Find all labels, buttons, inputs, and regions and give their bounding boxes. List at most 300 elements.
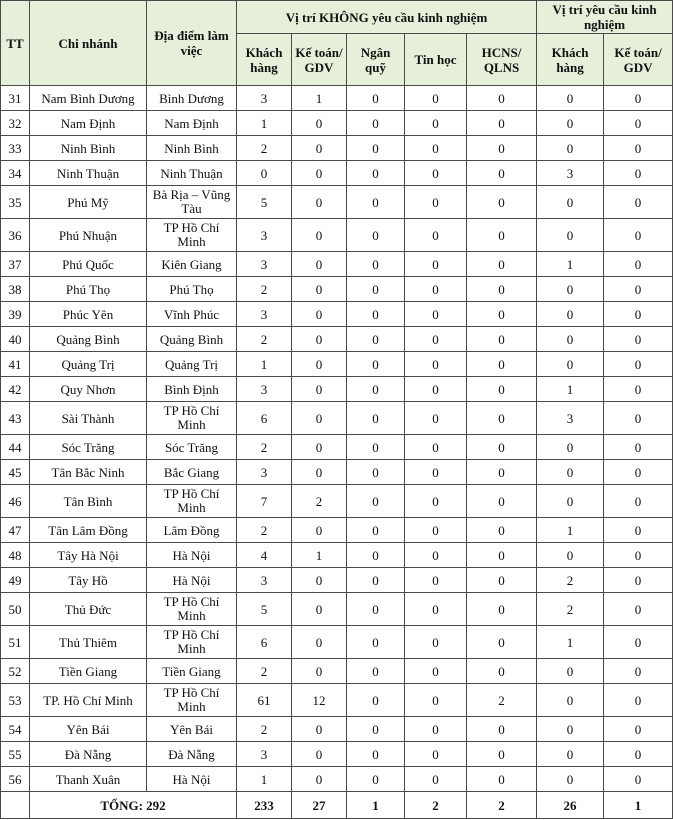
position-count: 7: [237, 485, 292, 518]
row-number: 34: [1, 161, 30, 186]
row-number: 47: [1, 518, 30, 543]
position-count: 3: [537, 161, 604, 186]
position-count: 6: [237, 626, 292, 659]
position-count: 0: [537, 684, 604, 717]
position-count: 0: [467, 626, 537, 659]
position-count: 1: [537, 377, 604, 402]
branch-name: Ninh Thuận: [30, 161, 147, 186]
header-group-experience: Vị trí yêu cầu kinh nghiệm: [537, 1, 673, 34]
position-count: 0: [537, 717, 604, 742]
total-value: 2: [405, 792, 467, 819]
position-count: 0: [405, 219, 467, 252]
work-location: TP Hồ Chí Minh: [147, 402, 237, 435]
position-count: 0: [292, 277, 347, 302]
branch-name: Thủ Đức: [30, 593, 147, 626]
position-count: 0: [467, 86, 537, 111]
position-count: 0: [405, 161, 467, 186]
position-count: 0: [537, 767, 604, 792]
position-count: 0: [292, 219, 347, 252]
row-number: 43: [1, 402, 30, 435]
row-number: 44: [1, 435, 30, 460]
row-number: 41: [1, 352, 30, 377]
position-count: 2: [537, 568, 604, 593]
header-exp-customer: Khách hàng: [537, 34, 604, 86]
position-count: 1: [292, 86, 347, 111]
position-count: 1: [537, 252, 604, 277]
position-count: 0: [347, 352, 405, 377]
position-count: 0: [405, 111, 467, 136]
branch-name: Nam Định: [30, 111, 147, 136]
position-count: 0: [347, 402, 405, 435]
position-count: 0: [604, 568, 673, 593]
position-count: 5: [237, 186, 292, 219]
position-count: 0: [405, 659, 467, 684]
position-count: 0: [604, 684, 673, 717]
work-location: Bình Định: [147, 377, 237, 402]
position-count: 0: [537, 302, 604, 327]
position-count: 0: [467, 435, 537, 460]
total-value: 233: [237, 792, 292, 819]
position-count: 1: [537, 626, 604, 659]
position-count: 6: [237, 402, 292, 435]
position-count: 0: [604, 717, 673, 742]
position-count: 0: [347, 568, 405, 593]
position-count: 2: [237, 136, 292, 161]
header-no-exp-treasury: Ngân quỹ: [347, 34, 405, 86]
position-count: 0: [604, 111, 673, 136]
table-row: [1, 684, 673, 717]
position-count: 0: [537, 543, 604, 568]
row-number: 53: [1, 684, 30, 717]
position-count: 0: [467, 543, 537, 568]
position-count: 0: [405, 302, 467, 327]
position-count: 0: [405, 186, 467, 219]
branch-name: Thủ Thiêm: [30, 626, 147, 659]
position-count: 0: [537, 485, 604, 518]
position-count: 0: [467, 111, 537, 136]
position-count: 0: [347, 485, 405, 518]
position-count: 0: [405, 568, 467, 593]
table-row: [1, 219, 673, 252]
row-number: 40: [1, 327, 30, 352]
work-location: Lâm Đồng: [147, 518, 237, 543]
table-row: [1, 717, 673, 742]
branch-name: Đà Nẵng: [30, 742, 147, 767]
row-number: 39: [1, 302, 30, 327]
work-location: Bà Rịa – Vũng Tàu: [147, 186, 237, 219]
work-location: Hà Nội: [147, 543, 237, 568]
table-row: [1, 485, 673, 518]
position-count: 0: [292, 352, 347, 377]
position-count: 0: [347, 659, 405, 684]
position-count: 0: [405, 352, 467, 377]
work-location: Hà Nội: [147, 568, 237, 593]
branch-name: Phú Thọ: [30, 277, 147, 302]
branch-name: Quảng Bình: [30, 327, 147, 352]
row-number: 37: [1, 252, 30, 277]
table-row: [1, 352, 673, 377]
position-count: 1: [237, 111, 292, 136]
position-count: 0: [292, 252, 347, 277]
table-row: [1, 302, 673, 327]
work-location: Hà Nội: [147, 767, 237, 792]
row-number: 35: [1, 186, 30, 219]
position-count: 3: [237, 86, 292, 111]
position-count: 0: [604, 352, 673, 377]
table-row: [1, 593, 673, 626]
position-count: 0: [347, 518, 405, 543]
header-no-exp-customer: Khách hàng: [237, 34, 292, 86]
work-location: Sóc Trăng: [147, 435, 237, 460]
position-count: 0: [604, 161, 673, 186]
position-count: 2: [237, 717, 292, 742]
work-location: Ninh Bình: [147, 136, 237, 161]
position-count: 0: [604, 302, 673, 327]
branch-name: Tân Bình: [30, 485, 147, 518]
position-count: 0: [347, 161, 405, 186]
branch-name: TP. Hồ Chí Minh: [30, 684, 147, 717]
position-count: 0: [347, 377, 405, 402]
work-location: TP Hồ Chí Minh: [147, 684, 237, 717]
position-count: 1: [292, 543, 347, 568]
position-count: 1: [237, 767, 292, 792]
position-count: 0: [347, 277, 405, 302]
position-count: 0: [604, 767, 673, 792]
position-count: 0: [537, 136, 604, 161]
position-count: 0: [347, 543, 405, 568]
position-count: 3: [237, 742, 292, 767]
branch-name: Ninh Bình: [30, 136, 147, 161]
table-row: [1, 186, 673, 219]
position-count: 0: [604, 460, 673, 485]
branch-name: Tây Hồ: [30, 568, 147, 593]
total-value: 26: [537, 792, 604, 819]
position-count: 0: [292, 186, 347, 219]
position-count: 0: [292, 593, 347, 626]
position-count: 0: [292, 111, 347, 136]
position-count: 0: [604, 136, 673, 161]
position-count: 2: [237, 518, 292, 543]
row-number: 55: [1, 742, 30, 767]
position-count: 0: [347, 219, 405, 252]
position-count: 12: [292, 684, 347, 717]
position-count: 0: [604, 485, 673, 518]
position-count: 0: [467, 593, 537, 626]
position-count: 0: [467, 302, 537, 327]
position-count: 0: [292, 136, 347, 161]
branch-name: Quảng Trị: [30, 352, 147, 377]
row-number: 52: [1, 659, 30, 684]
position-count: 3: [237, 219, 292, 252]
branch-name: Phú Nhuận: [30, 219, 147, 252]
table-row: [1, 518, 673, 543]
position-count: 0: [604, 219, 673, 252]
position-count: 0: [604, 86, 673, 111]
position-count: 2: [467, 684, 537, 717]
position-count: 1: [237, 352, 292, 377]
work-location: TP Hồ Chí Minh: [147, 593, 237, 626]
position-count: 0: [405, 377, 467, 402]
position-count: 3: [237, 252, 292, 277]
work-location: Đà Nẵng: [147, 742, 237, 767]
position-count: 0: [405, 543, 467, 568]
branch-name: Quy Nhơn: [30, 377, 147, 402]
header-location: Địa điểm làm việc: [147, 1, 237, 86]
table-row: [1, 402, 673, 435]
work-location: Quảng Trị: [147, 352, 237, 377]
branch-name: Phúc Yên: [30, 302, 147, 327]
work-location: Ninh Thuận: [147, 161, 237, 186]
position-count: 0: [467, 252, 537, 277]
row-number: 56: [1, 767, 30, 792]
branch-name: Nam Bình Dương: [30, 86, 147, 111]
position-count: 0: [405, 684, 467, 717]
position-count: 0: [347, 252, 405, 277]
position-count: 5: [237, 593, 292, 626]
position-count: 0: [467, 460, 537, 485]
position-count: 0: [405, 717, 467, 742]
total-label: TỔNG: 292: [30, 792, 237, 819]
position-count: 0: [292, 767, 347, 792]
position-count: 0: [604, 327, 673, 352]
position-count: 0: [237, 161, 292, 186]
branch-name: Phú Mỹ: [30, 186, 147, 219]
header-no-exp-hr: HCNS/ QLNS: [467, 34, 537, 86]
position-count: 0: [537, 277, 604, 302]
position-count: 0: [405, 485, 467, 518]
table-row: [1, 327, 673, 352]
branch-name: Tây Hà Nội: [30, 543, 147, 568]
position-count: 0: [604, 252, 673, 277]
table-row: [1, 460, 673, 485]
work-location: Yên Bái: [147, 717, 237, 742]
position-count: 0: [347, 136, 405, 161]
position-count: 0: [467, 402, 537, 435]
table-row: [1, 136, 673, 161]
position-count: 2: [237, 659, 292, 684]
row-number: 50: [1, 593, 30, 626]
position-count: 0: [292, 435, 347, 460]
position-count: 0: [604, 377, 673, 402]
position-count: 0: [467, 518, 537, 543]
work-location: Bắc Giang: [147, 460, 237, 485]
position-count: 4: [237, 543, 292, 568]
branch-name: Yên Bái: [30, 717, 147, 742]
position-count: 0: [467, 136, 537, 161]
position-count: 0: [347, 626, 405, 659]
table-row: [1, 435, 673, 460]
position-count: 3: [237, 460, 292, 485]
position-count: 0: [292, 626, 347, 659]
row-number: 32: [1, 111, 30, 136]
position-count: 0: [537, 86, 604, 111]
position-count: 3: [237, 377, 292, 402]
table-row: [1, 742, 673, 767]
position-count: 0: [347, 460, 405, 485]
header-no-exp-it: Tin học: [405, 34, 467, 86]
position-count: 0: [292, 659, 347, 684]
position-count: 0: [405, 626, 467, 659]
position-count: 0: [537, 659, 604, 684]
position-count: 0: [405, 435, 467, 460]
header-no-exp-accounting: Kế toán/ GDV: [292, 34, 347, 86]
branch-name: Sài Thành: [30, 402, 147, 435]
position-count: 0: [537, 460, 604, 485]
table-row: [1, 277, 673, 302]
work-location: Kiên Giang: [147, 252, 237, 277]
position-count: 0: [537, 186, 604, 219]
position-count: 2: [237, 435, 292, 460]
position-count: 0: [604, 742, 673, 767]
position-count: 0: [537, 111, 604, 136]
position-count: 0: [405, 136, 467, 161]
position-count: 0: [467, 568, 537, 593]
row-number: 48: [1, 543, 30, 568]
position-count: 0: [292, 161, 347, 186]
header-exp-accounting: Kế toán/ GDV: [604, 34, 673, 86]
branch-name: Sóc Trăng: [30, 435, 147, 460]
position-count: 0: [347, 684, 405, 717]
position-count: 0: [604, 626, 673, 659]
work-location: Bình Dương: [147, 86, 237, 111]
position-count: 0: [604, 518, 673, 543]
position-count: 0: [537, 435, 604, 460]
position-count: 0: [347, 767, 405, 792]
position-count: 0: [467, 742, 537, 767]
position-count: 0: [537, 327, 604, 352]
position-count: 0: [467, 767, 537, 792]
work-location: Vĩnh Phúc: [147, 302, 237, 327]
position-count: 0: [405, 518, 467, 543]
branch-name: Tân Bắc Ninh: [30, 460, 147, 485]
position-count: 0: [347, 86, 405, 111]
position-count: 0: [467, 277, 537, 302]
header-branch: Chi nhánh: [30, 1, 147, 86]
position-count: 2: [237, 277, 292, 302]
position-count: 0: [347, 742, 405, 767]
header-tt: TT: [1, 1, 30, 86]
total-value: 27: [292, 792, 347, 819]
work-location: Phú Thọ: [147, 277, 237, 302]
row-number: 54: [1, 717, 30, 742]
position-count: 0: [292, 377, 347, 402]
total-row: [1, 792, 673, 819]
position-count: 0: [405, 767, 467, 792]
position-count: 0: [292, 460, 347, 485]
branch-name: Tiền Giang: [30, 659, 147, 684]
table-row: [1, 377, 673, 402]
position-count: 0: [405, 593, 467, 626]
position-count: 0: [467, 327, 537, 352]
position-count: 0: [537, 352, 604, 377]
position-count: 0: [292, 518, 347, 543]
work-location: TP Hồ Chí Minh: [147, 626, 237, 659]
work-location: Nam Định: [147, 111, 237, 136]
position-count: 0: [347, 186, 405, 219]
position-count: 0: [405, 277, 467, 302]
position-count: 0: [405, 742, 467, 767]
row-number: 36: [1, 219, 30, 252]
position-count: 0: [405, 460, 467, 485]
table-row: [1, 252, 673, 277]
position-count: 0: [347, 327, 405, 352]
position-count: 3: [237, 302, 292, 327]
position-count: 0: [347, 435, 405, 460]
work-location: Tiền Giang: [147, 659, 237, 684]
position-count: 0: [604, 593, 673, 626]
position-count: 0: [292, 302, 347, 327]
position-count: 0: [467, 377, 537, 402]
total-value: 1: [347, 792, 405, 819]
position-count: 0: [405, 252, 467, 277]
work-location: TP Hồ Chí Minh: [147, 485, 237, 518]
branch-name: Phú Quốc: [30, 252, 147, 277]
position-count: 0: [604, 277, 673, 302]
row-number: 49: [1, 568, 30, 593]
total-value: 2: [467, 792, 537, 819]
position-count: 61: [237, 684, 292, 717]
position-count: 0: [604, 402, 673, 435]
header-group-no-experience: Vị trí KHÔNG yêu cầu kinh nghiệm: [237, 1, 537, 34]
total-tt-cell: [1, 792, 30, 819]
position-count: 2: [237, 327, 292, 352]
position-count: 0: [467, 485, 537, 518]
total-value: 1: [604, 792, 673, 819]
position-count: 1: [537, 518, 604, 543]
position-count: 2: [537, 593, 604, 626]
row-number: 51: [1, 626, 30, 659]
row-number: 33: [1, 136, 30, 161]
position-count: 3: [537, 402, 604, 435]
position-count: 0: [537, 742, 604, 767]
branch-name: Thanh Xuân: [30, 767, 147, 792]
row-number: 46: [1, 485, 30, 518]
table-row: [1, 161, 673, 186]
position-count: 0: [347, 717, 405, 742]
position-count: 0: [347, 302, 405, 327]
table-row: [1, 568, 673, 593]
position-count: 0: [292, 402, 347, 435]
table-row: [1, 86, 673, 111]
table-row: [1, 543, 673, 568]
position-count: 0: [604, 435, 673, 460]
position-count: 0: [467, 352, 537, 377]
work-location: Quảng Bình: [147, 327, 237, 352]
position-count: 2: [292, 485, 347, 518]
table-row: [1, 626, 673, 659]
position-count: 0: [467, 161, 537, 186]
position-count: 0: [537, 219, 604, 252]
work-location: TP Hồ Chí Minh: [147, 219, 237, 252]
table-row: [1, 111, 673, 136]
table-row: [1, 767, 673, 792]
position-count: 0: [467, 717, 537, 742]
position-count: 0: [405, 327, 467, 352]
position-count: 0: [292, 568, 347, 593]
branch-name: Tân Lâm Đồng: [30, 518, 147, 543]
position-count: 0: [467, 186, 537, 219]
position-count: 0: [347, 593, 405, 626]
position-count: 0: [292, 327, 347, 352]
position-count: 3: [237, 568, 292, 593]
position-count: 0: [604, 659, 673, 684]
position-count: 0: [604, 186, 673, 219]
position-count: 0: [292, 742, 347, 767]
row-number: 45: [1, 460, 30, 485]
table-row: [1, 659, 673, 684]
position-count: 0: [405, 86, 467, 111]
position-count: 0: [467, 659, 537, 684]
